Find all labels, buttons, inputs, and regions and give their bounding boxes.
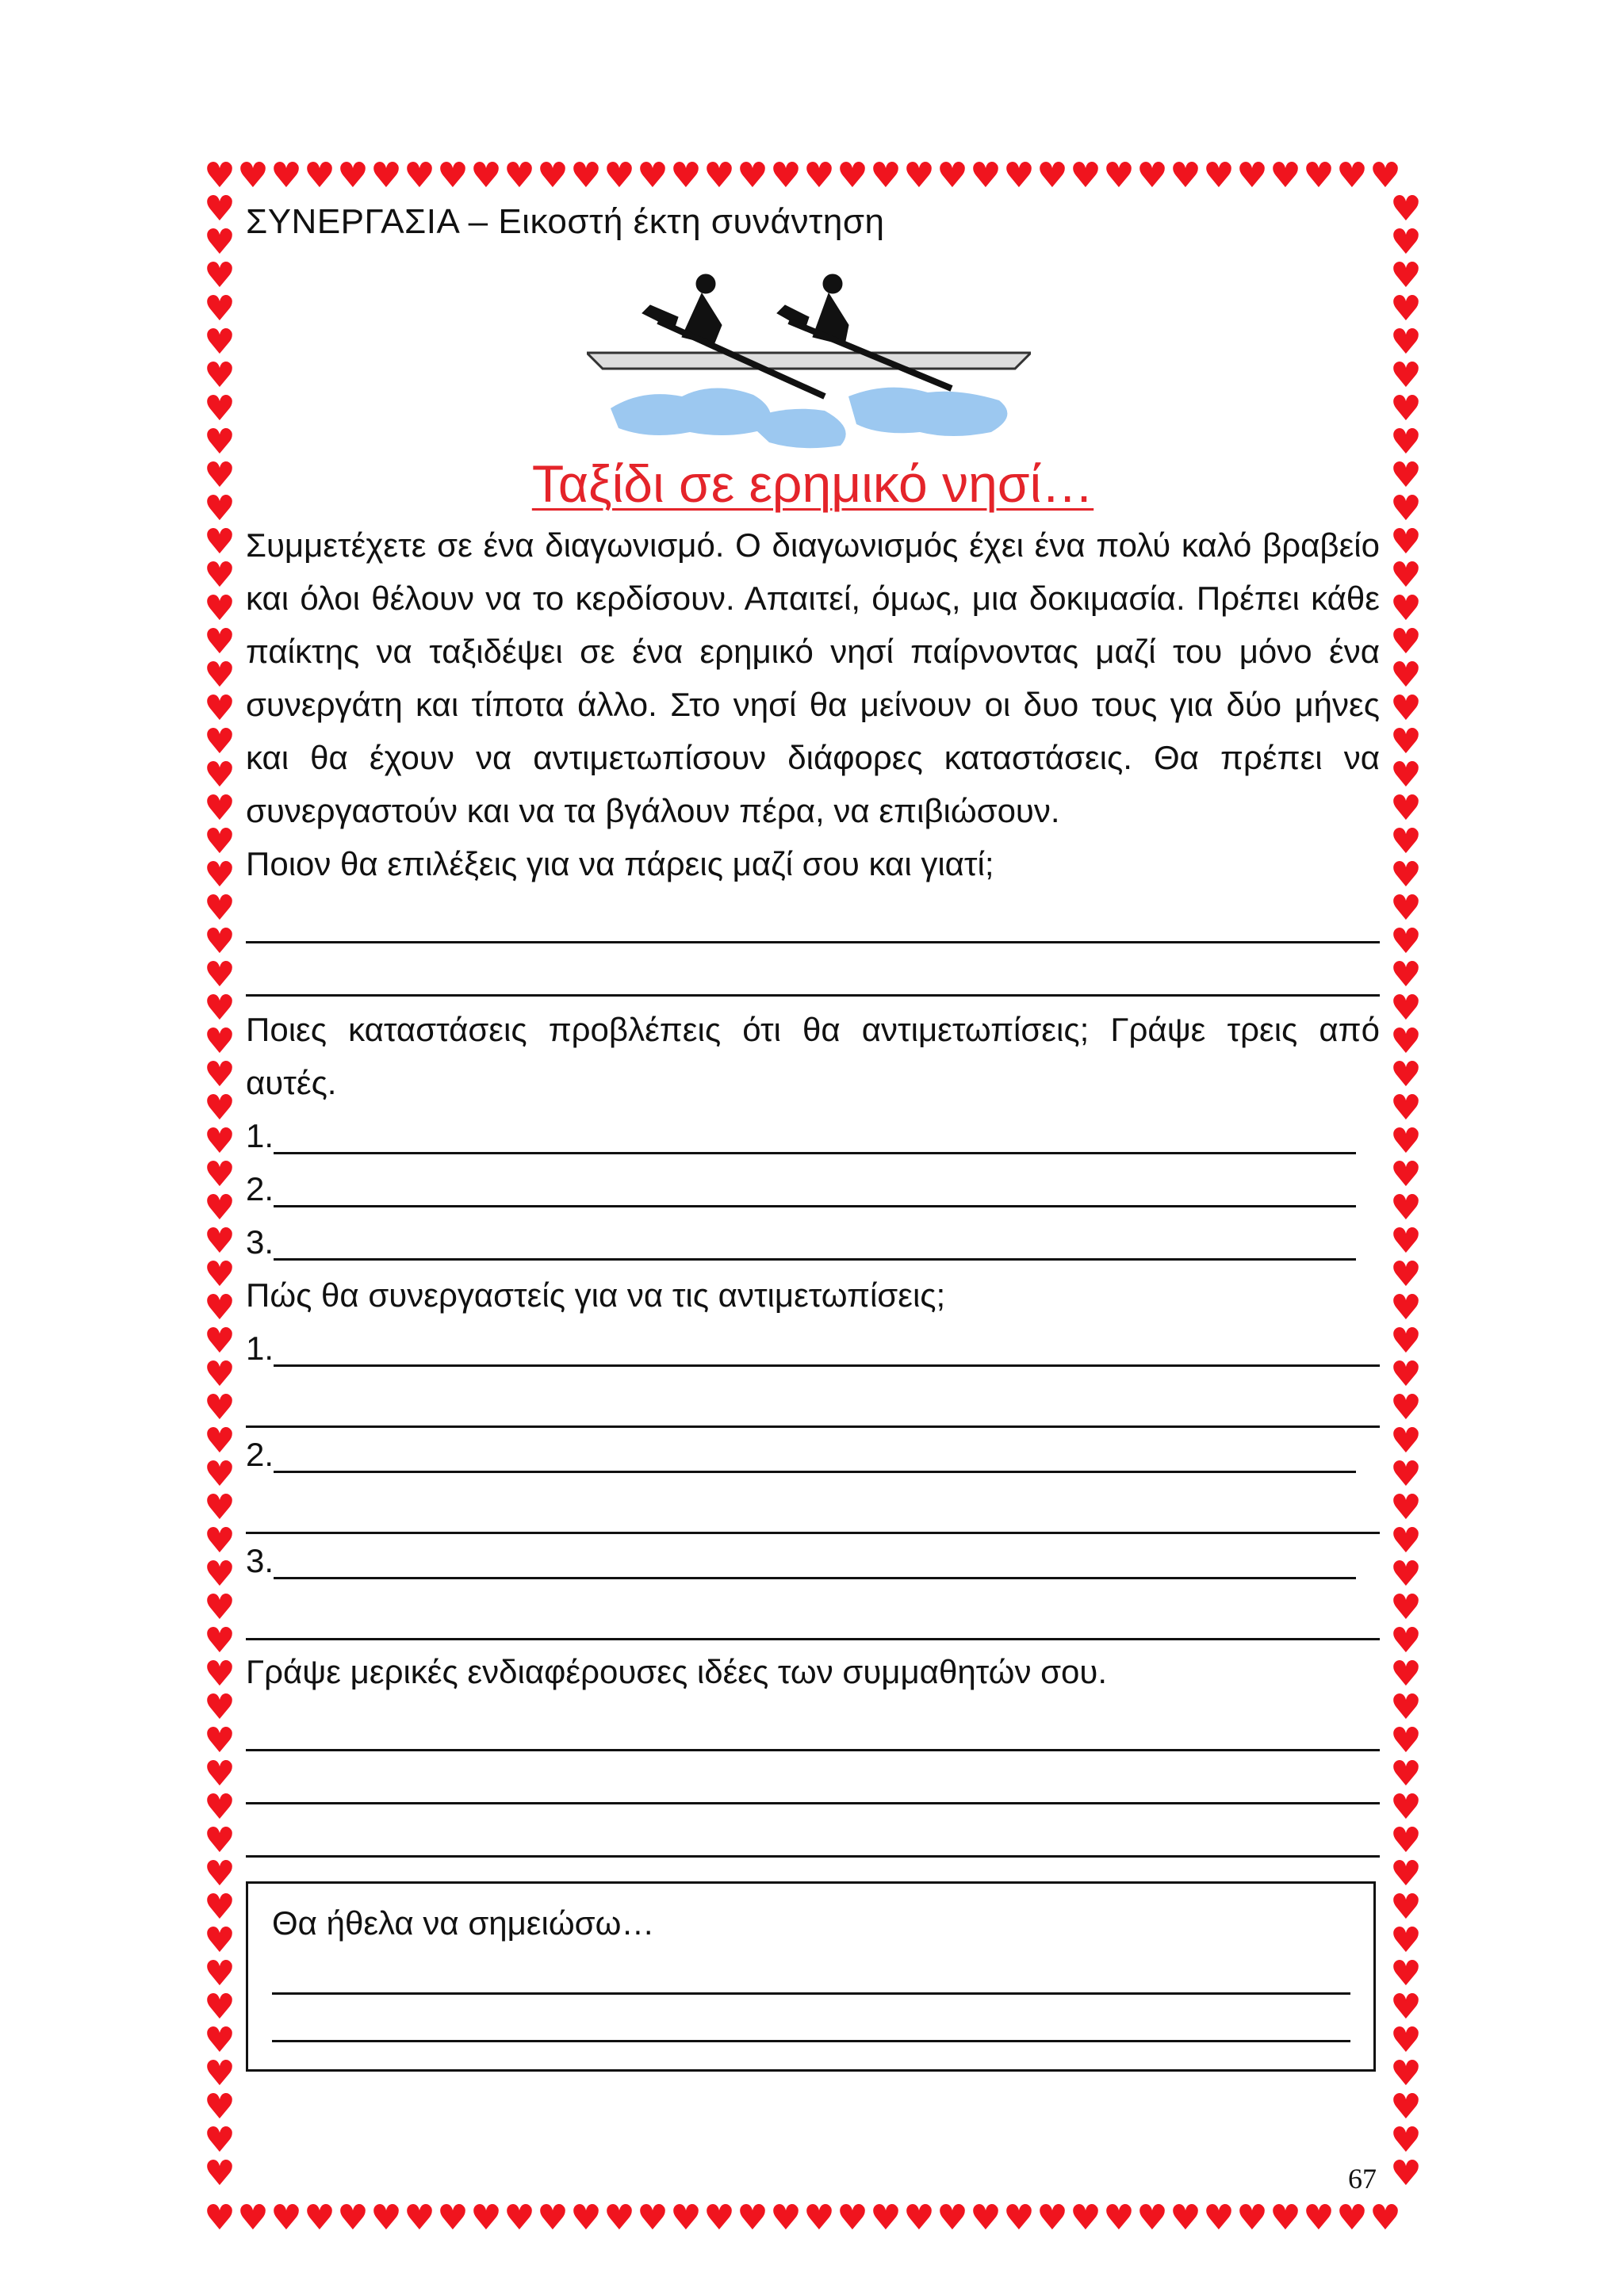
heart-icon: ♥ bbox=[204, 1720, 236, 1761]
heart-icon: ♥ bbox=[204, 289, 236, 329]
heart-icon: ♥ bbox=[204, 1021, 236, 1062]
heart-icon: ♥ bbox=[1390, 755, 1422, 795]
heart-icon: ♥ bbox=[1390, 255, 1422, 296]
answer-line[interactable] bbox=[246, 943, 1380, 997]
heart-icon: ♥ bbox=[1390, 855, 1422, 895]
worksheet bbox=[246, 198, 1380, 2072]
heart-icon: ♥ bbox=[1390, 1121, 1422, 1161]
heart-icon: ♥ bbox=[204, 555, 236, 595]
heart-icon: ♥ bbox=[670, 155, 702, 196]
page-header: ΣΥΝΕΡΓΑΣΙΑ – Εικοστή έκτη συνάντηση bbox=[246, 202, 885, 241]
heart-icon: ♥ bbox=[204, 2198, 236, 2238]
heart-icon: ♥ bbox=[903, 155, 935, 196]
heart-icon: ♥ bbox=[1390, 355, 1422, 396]
heart-icon: ♥ bbox=[970, 155, 1002, 196]
heart-icon: ♥ bbox=[1390, 1088, 1422, 1128]
heart-icon: ♥ bbox=[204, 588, 236, 629]
heart-icon: ♥ bbox=[204, 1954, 236, 1994]
heart-icon: ♥ bbox=[470, 155, 502, 196]
heart-icon: ♥ bbox=[537, 2198, 569, 2238]
heart-icon: ♥ bbox=[1070, 155, 1101, 196]
cooperation-line-1[interactable]: 1. bbox=[246, 1322, 1380, 1375]
heart-icon: ♥ bbox=[1270, 155, 1301, 196]
heart-icon: ♥ bbox=[1390, 1054, 1422, 1095]
heart-icon: ♥ bbox=[1390, 1621, 1422, 1661]
heart-icon: ♥ bbox=[1390, 2020, 1422, 2061]
heart-icon: ♥ bbox=[1103, 155, 1135, 196]
heart-icon: ♥ bbox=[337, 2198, 369, 2238]
heart-icon: ♥ bbox=[1369, 2198, 1401, 2238]
note-label: Θα ήθελα να σημειώσω… bbox=[272, 1904, 655, 1942]
heart-icon: ♥ bbox=[1390, 1587, 1422, 1628]
heart-icon: ♥ bbox=[204, 1354, 236, 1395]
heart-icon: ♥ bbox=[204, 1854, 236, 1894]
heart-icon: ♥ bbox=[204, 1621, 236, 1661]
heart-icon: ♥ bbox=[204, 721, 236, 762]
heart-icon: ♥ bbox=[1390, 555, 1422, 595]
heart-icon: ♥ bbox=[1070, 2198, 1101, 2238]
heart-icon: ♥ bbox=[1390, 2087, 1422, 2127]
heart-icon: ♥ bbox=[204, 1288, 236, 1328]
situation-line-1[interactable]: 1. bbox=[246, 1109, 1356, 1162]
heart-icon: ♥ bbox=[1390, 1887, 1422, 1927]
heart-icon: ♥ bbox=[204, 1554, 236, 1594]
heart-icon: ♥ bbox=[270, 2198, 302, 2238]
heart-icon: ♥ bbox=[337, 155, 369, 196]
heart-icon: ♥ bbox=[1336, 155, 1368, 196]
heart-icon: ♥ bbox=[470, 2198, 502, 2238]
heart-icon: ♥ bbox=[1270, 2198, 1301, 2238]
heart-icon: ♥ bbox=[204, 788, 236, 828]
heart-icon: ♥ bbox=[603, 2198, 635, 2238]
situation-line-3[interactable]: 3. bbox=[246, 1215, 1356, 1269]
heart-icon: ♥ bbox=[204, 2153, 236, 2194]
heart-icon: ♥ bbox=[204, 821, 236, 862]
heart-icon: ♥ bbox=[204, 1787, 236, 1827]
heart-icon: ♥ bbox=[1390, 588, 1422, 629]
heart-icon: ♥ bbox=[1203, 155, 1235, 196]
heart-icon: ♥ bbox=[204, 1221, 236, 1261]
heart-icon: ♥ bbox=[870, 2198, 902, 2238]
answer-line[interactable] bbox=[246, 1804, 1380, 1858]
heart-icon: ♥ bbox=[1390, 222, 1422, 262]
heart-icon: ♥ bbox=[1203, 2198, 1235, 2238]
heart-icon: ♥ bbox=[1390, 1987, 1422, 2027]
heart-icon: ♥ bbox=[370, 155, 402, 196]
heart-icon: ♥ bbox=[404, 155, 435, 196]
heart-icon: ♥ bbox=[304, 155, 335, 196]
heart-icon: ♥ bbox=[1390, 1487, 1422, 1528]
heart-icon: ♥ bbox=[1303, 155, 1335, 196]
heart-icon: ♥ bbox=[204, 322, 236, 362]
heart-icon: ♥ bbox=[204, 921, 236, 962]
page-number: 67 bbox=[1348, 2163, 1377, 2195]
heart-icon: ♥ bbox=[204, 1454, 236, 1494]
heart-icon: ♥ bbox=[204, 688, 236, 729]
heart-icon: ♥ bbox=[204, 2020, 236, 2061]
heart-icon: ♥ bbox=[1390, 955, 1422, 995]
heart-icon: ♥ bbox=[1236, 155, 1268, 196]
heart-icon: ♥ bbox=[1390, 788, 1422, 828]
heart-icon: ♥ bbox=[204, 1321, 236, 1361]
heart-icon: ♥ bbox=[637, 2198, 668, 2238]
heart-icon: ♥ bbox=[204, 455, 236, 496]
heart-icon: ♥ bbox=[1390, 655, 1422, 695]
heart-icon: ♥ bbox=[1390, 388, 1422, 429]
heart-icon: ♥ bbox=[1003, 155, 1035, 196]
heart-icon: ♥ bbox=[1390, 2120, 1422, 2160]
heart-icon: ♥ bbox=[703, 2198, 735, 2238]
heart-icon: ♥ bbox=[1336, 2198, 1368, 2238]
heart-icon: ♥ bbox=[204, 1121, 236, 1161]
heart-icon: ♥ bbox=[1390, 1720, 1422, 1761]
heart-icon: ♥ bbox=[1236, 2198, 1268, 2238]
heart-icon: ♥ bbox=[1390, 1554, 1422, 1594]
heart-icon: ♥ bbox=[837, 155, 868, 196]
heart-icon: ♥ bbox=[637, 155, 668, 196]
heart-icon: ♥ bbox=[1136, 2198, 1168, 2238]
heart-icon: ♥ bbox=[870, 155, 902, 196]
heart-icon: ♥ bbox=[204, 2087, 236, 2127]
heart-icon: ♥ bbox=[437, 155, 469, 196]
heart-icon: ♥ bbox=[204, 1387, 236, 1428]
heart-icon: ♥ bbox=[237, 155, 269, 196]
heart-icon: ♥ bbox=[1390, 422, 1422, 462]
intro-paragraph: Συμμετέχετε σε ένα διαγωνισμό. Ο διαγωνισμός έχει ένα πολύ καλό βραβείο και όλοι θέλουν να το κερδίσουν. Απαιτεί, όμως, μια δοκιμασία. Πρέπει κάθε παίκτης να ταξιδέψει σε ένα ερημικό νησί παίρνοντας μαζί του μόνο ένα συνεργάτη και τίποτα άλλο. Στο νησί θα μείνουν οι δυο τους για δύο μήνες και θα έχουν να αντιμετωπίσουν διάφορες καταστάσεις. Θα πρέπει να συνεργαστούν και να τα βγάλουν πέρα, να επιβιώσουν. bbox=[246, 526, 1380, 829]
heart-icon: ♥ bbox=[204, 1687, 236, 1728]
question-cooperation: Πώς θα συνεργαστείς για να τις αντιμετωπίσεις; bbox=[246, 1276, 946, 1314]
heart-icon: ♥ bbox=[1390, 888, 1422, 928]
heart-icon: ♥ bbox=[204, 1254, 236, 1295]
note-line[interactable] bbox=[272, 1995, 1350, 2042]
heart-icon: ♥ bbox=[737, 155, 768, 196]
rowing-boat-icon bbox=[587, 270, 1031, 452]
heart-icon: ♥ bbox=[204, 388, 236, 429]
heart-icon: ♥ bbox=[1003, 2198, 1035, 2238]
cooperation-line-3[interactable]: 3. bbox=[246, 1534, 1356, 1587]
heart-icon: ♥ bbox=[936, 2198, 968, 2238]
heart-icon: ♥ bbox=[803, 155, 835, 196]
heart-icon: ♥ bbox=[270, 155, 302, 196]
answer-line[interactable] bbox=[246, 1481, 1380, 1534]
heart-icon: ♥ bbox=[204, 1820, 236, 1861]
heart-icon: ♥ bbox=[1390, 1321, 1422, 1361]
heart-icon: ♥ bbox=[1036, 155, 1068, 196]
heart-icon: ♥ bbox=[1390, 1421, 1422, 1461]
heart-icon: ♥ bbox=[204, 255, 236, 296]
heart-icon: ♥ bbox=[204, 355, 236, 396]
heart-icon: ♥ bbox=[1390, 1654, 1422, 1694]
heart-icon: ♥ bbox=[237, 2198, 269, 2238]
cooperation-line-2[interactable]: 2. bbox=[246, 1428, 1356, 1481]
heart-icon: ♥ bbox=[204, 1521, 236, 1561]
heart-icon: ♥ bbox=[1390, 1387, 1422, 1428]
question-partner: Ποιον θα επιλέξεις για να πάρεις μαζί σου και γιατί; bbox=[246, 845, 994, 882]
heart-icon: ♥ bbox=[204, 155, 236, 196]
question-situations: Ποιες καταστάσεις προβλέπεις ότι θα αντιμετωπίσεις; Γράψε τρεις από αυτές. bbox=[246, 1011, 1380, 1101]
heart-icon: ♥ bbox=[1390, 1288, 1422, 1328]
heart-icon: ♥ bbox=[1390, 1221, 1422, 1261]
answer-line[interactable] bbox=[246, 1751, 1380, 1804]
heart-icon: ♥ bbox=[537, 155, 569, 196]
answer-line[interactable] bbox=[246, 1587, 1380, 1640]
heart-icon: ♥ bbox=[204, 1487, 236, 1528]
heart-icon: ♥ bbox=[204, 2053, 236, 2094]
heart-icon: ♥ bbox=[570, 155, 602, 196]
heart-icon: ♥ bbox=[1036, 2198, 1068, 2238]
heart-icon: ♥ bbox=[1390, 322, 1422, 362]
heart-icon: ♥ bbox=[903, 2198, 935, 2238]
heart-icon: ♥ bbox=[1170, 155, 1201, 196]
heart-icon: ♥ bbox=[204, 522, 236, 562]
heart-icon: ♥ bbox=[204, 988, 236, 1028]
heart-icon: ♥ bbox=[1390, 2153, 1422, 2194]
heart-icon: ♥ bbox=[1390, 1754, 1422, 1794]
heart-icon: ♥ bbox=[204, 1154, 236, 1195]
heart-icon: ♥ bbox=[1390, 1454, 1422, 1494]
heart-icon: ♥ bbox=[304, 2198, 335, 2238]
heart-icon: ♥ bbox=[970, 2198, 1002, 2238]
heart-icon: ♥ bbox=[1369, 155, 1401, 196]
heart-icon: ♥ bbox=[770, 155, 802, 196]
worksheet-title: Ταξίδι σε ερημικό νησί… bbox=[531, 454, 1094, 513]
note-line[interactable] bbox=[272, 1947, 1350, 1995]
answer-line[interactable] bbox=[246, 1375, 1380, 1428]
heart-icon: ♥ bbox=[1390, 921, 1422, 962]
heart-icon: ♥ bbox=[204, 622, 236, 662]
note-box bbox=[246, 1881, 1376, 2072]
heart-icon: ♥ bbox=[504, 2198, 535, 2238]
heart-icon: ♥ bbox=[204, 1054, 236, 1095]
answer-line[interactable] bbox=[246, 1698, 1380, 1751]
heart-icon: ♥ bbox=[670, 2198, 702, 2238]
heart-icon: ♥ bbox=[1390, 2053, 1422, 2094]
heart-icon: ♥ bbox=[204, 1088, 236, 1128]
heart-icon: ♥ bbox=[1390, 1920, 1422, 1961]
heart-icon: ♥ bbox=[1390, 522, 1422, 562]
question-ideas: Γράψε μερικές ενδιαφέρουσες ιδέες των συμμαθητών σου. bbox=[246, 1653, 1108, 1690]
heart-icon: ♥ bbox=[404, 2198, 435, 2238]
heart-icon: ♥ bbox=[204, 488, 236, 529]
heart-icon: ♥ bbox=[1103, 2198, 1135, 2238]
heart-icon: ♥ bbox=[204, 222, 236, 262]
heart-icon: ♥ bbox=[1390, 1787, 1422, 1827]
heart-icon: ♥ bbox=[204, 1987, 236, 2027]
heart-icon: ♥ bbox=[204, 655, 236, 695]
heart-icon: ♥ bbox=[703, 155, 735, 196]
heart-icon: ♥ bbox=[1390, 1820, 1422, 1861]
heart-icon: ♥ bbox=[1390, 488, 1422, 529]
heart-icon: ♥ bbox=[370, 2198, 402, 2238]
heart-icon: ♥ bbox=[1390, 1854, 1422, 1894]
heart-icon: ♥ bbox=[204, 2120, 236, 2160]
heart-icon: ♥ bbox=[204, 1654, 236, 1694]
heart-icon: ♥ bbox=[1303, 2198, 1335, 2238]
heart-icon: ♥ bbox=[803, 2198, 835, 2238]
heart-icon: ♥ bbox=[437, 2198, 469, 2238]
heart-icon: ♥ bbox=[837, 2198, 868, 2238]
heart-icon: ♥ bbox=[1390, 1521, 1422, 1561]
heart-icon: ♥ bbox=[1390, 721, 1422, 762]
heart-icon: ♥ bbox=[204, 855, 236, 895]
heart-icon: ♥ bbox=[204, 1188, 236, 1228]
heart-icon: ♥ bbox=[1390, 289, 1422, 329]
heart-icon: ♥ bbox=[737, 2198, 768, 2238]
heart-icon: ♥ bbox=[204, 888, 236, 928]
heart-icon: ♥ bbox=[1390, 988, 1422, 1028]
heart-icon: ♥ bbox=[204, 422, 236, 462]
heart-icon: ♥ bbox=[770, 2198, 802, 2238]
answer-line[interactable] bbox=[246, 890, 1380, 943]
heart-icon: ♥ bbox=[204, 955, 236, 995]
heart-icon: ♥ bbox=[204, 1421, 236, 1461]
heart-icon: ♥ bbox=[1390, 189, 1422, 229]
heart-icon: ♥ bbox=[1390, 1154, 1422, 1195]
heart-icon: ♥ bbox=[204, 1587, 236, 1628]
heart-icon: ♥ bbox=[1390, 688, 1422, 729]
heart-icon: ♥ bbox=[1390, 622, 1422, 662]
situation-line-2[interactable]: 2. bbox=[246, 1162, 1356, 1215]
heart-icon: ♥ bbox=[570, 2198, 602, 2238]
heart-icon: ♥ bbox=[204, 189, 236, 229]
heart-icon: ♥ bbox=[1170, 2198, 1201, 2238]
heart-icon: ♥ bbox=[1390, 1021, 1422, 1062]
heart-icon: ♥ bbox=[603, 155, 635, 196]
heart-icon: ♥ bbox=[936, 155, 968, 196]
heart-icon: ♥ bbox=[1390, 1188, 1422, 1228]
heart-icon: ♥ bbox=[204, 1920, 236, 1961]
heart-icon: ♥ bbox=[1136, 155, 1168, 196]
heart-icon: ♥ bbox=[1390, 1354, 1422, 1395]
heart-icon: ♥ bbox=[1390, 1254, 1422, 1295]
heart-icon: ♥ bbox=[1390, 1954, 1422, 1994]
heart-icon: ♥ bbox=[204, 755, 236, 795]
heart-icon: ♥ bbox=[1390, 1687, 1422, 1728]
heart-icon: ♥ bbox=[204, 1887, 236, 1927]
heart-icon: ♥ bbox=[204, 1754, 236, 1794]
heart-icon: ♥ bbox=[504, 155, 535, 196]
heart-icon: ♥ bbox=[1390, 821, 1422, 862]
heart-icon: ♥ bbox=[1390, 455, 1422, 496]
